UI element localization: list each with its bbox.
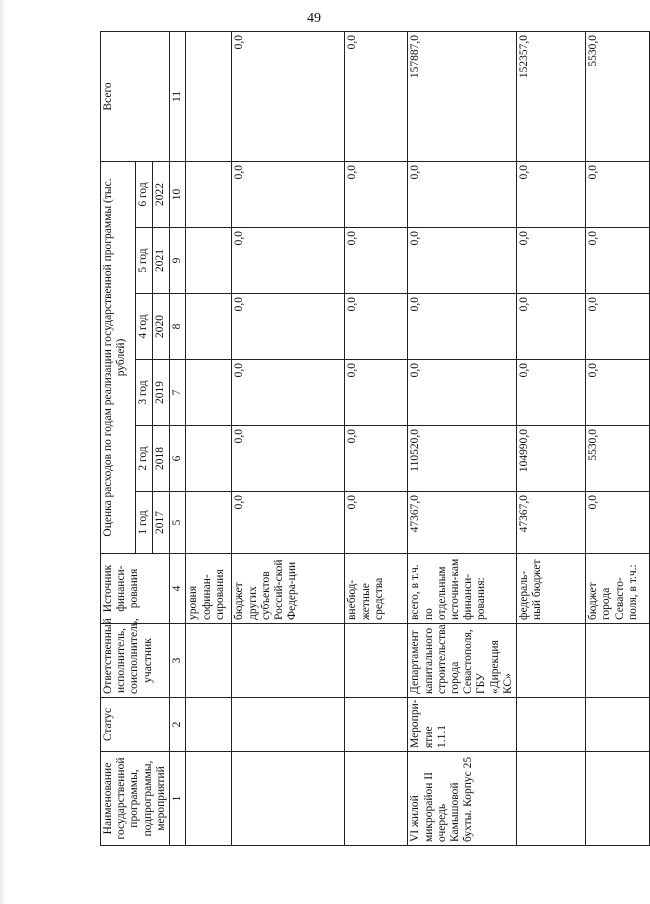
row-year-value-cell: 0,0 bbox=[345, 426, 408, 492]
column-number: 10 bbox=[170, 161, 186, 227]
scan-edge-shadow bbox=[0, 0, 6, 904]
row-year-value-cell: 0,0 bbox=[408, 360, 517, 426]
row-year-value-cell: 0,0 bbox=[345, 360, 408, 426]
row-year-value-cell: 0,0 bbox=[232, 492, 345, 554]
row-year-value-cell: 0,0 bbox=[517, 294, 586, 360]
row-name-cell: VI жилой микрорайон II очередь Камышовой бухты. Корпус 25 bbox=[408, 752, 517, 846]
header-source: Источник финанси-рования bbox=[101, 554, 170, 624]
row-total-cell: 0,0 bbox=[345, 31, 408, 161]
year-label-6: 6 год bbox=[135, 161, 152, 227]
row-year-value-cell: 0,0 bbox=[586, 228, 650, 294]
row-source-cell: бюджет города Севасто-поля, в т.ч.: bbox=[586, 554, 650, 624]
year-value-5: 2021 bbox=[152, 228, 169, 294]
year-label-5: 5 год bbox=[135, 228, 152, 294]
row-year-value-cell bbox=[186, 426, 232, 492]
row-year-value-cell: 0,0 bbox=[345, 294, 408, 360]
row-responsible-cell bbox=[586, 624, 650, 698]
column-number: 4 bbox=[170, 554, 186, 624]
year-label-4: 4 год bbox=[135, 294, 152, 360]
row-total-cell: 152357,0 bbox=[517, 31, 586, 161]
table-row bbox=[232, 31, 345, 845]
year-value-3: 2019 bbox=[152, 360, 169, 426]
table-row bbox=[186, 31, 232, 845]
table-body bbox=[101, 31, 650, 845]
row-name-cell bbox=[345, 752, 408, 846]
row-source-cell: федераль-ный бюджет bbox=[517, 554, 586, 624]
table-row bbox=[345, 31, 408, 845]
table-row bbox=[408, 31, 517, 845]
row-responsible-cell: Департамент капитального строительства города Севастополя, ГБУ «Дирекция КС» bbox=[408, 624, 517, 698]
row-status-cell bbox=[345, 698, 408, 752]
row-year-value-cell: 47367,0 bbox=[517, 492, 586, 554]
row-year-value-cell: 0,0 bbox=[586, 360, 650, 426]
row-year-value-cell: 104990,0 bbox=[517, 426, 586, 492]
row-responsible-cell bbox=[517, 624, 586, 698]
column-number: 6 bbox=[170, 426, 186, 492]
row-status-cell bbox=[232, 698, 345, 752]
row-year-value-cell bbox=[186, 161, 232, 227]
row-responsible-cell bbox=[186, 624, 232, 698]
row-year-value-cell: 0,0 bbox=[232, 426, 345, 492]
column-number: 8 bbox=[170, 294, 186, 360]
row-year-value-cell: 0,0 bbox=[232, 161, 345, 227]
table-row bbox=[517, 31, 586, 845]
column-number: 1 bbox=[170, 752, 186, 846]
row-year-value-cell bbox=[186, 492, 232, 554]
column-number: 5 bbox=[170, 492, 186, 554]
header-row-top bbox=[101, 31, 136, 845]
row-year-value-cell: 0,0 bbox=[408, 161, 517, 227]
row-year-value-cell: 0,0 bbox=[345, 161, 408, 227]
expenditure-table bbox=[100, 31, 650, 846]
row-year-value-cell: 0,0 bbox=[232, 228, 345, 294]
row-year-value-cell: 110520,0 bbox=[408, 426, 517, 492]
row-year-value-cell: 0,0 bbox=[345, 228, 408, 294]
row-status-cell: Меропри-ятие 1.1.1 bbox=[408, 698, 517, 752]
row-name-cell bbox=[232, 752, 345, 846]
row-source-cell: всего, в т.ч. по отдельным источни-кам финанси-рования: bbox=[408, 554, 517, 624]
row-year-value-cell: 0,0 bbox=[586, 294, 650, 360]
year-value-2: 2018 bbox=[152, 426, 169, 492]
row-total-cell: 0,0 bbox=[232, 31, 345, 161]
row-status-cell bbox=[517, 698, 586, 752]
year-value-1: 2017 bbox=[152, 492, 169, 554]
row-year-value-cell: 5530,0 bbox=[586, 426, 650, 492]
table-row bbox=[586, 31, 650, 845]
year-value-6: 2022 bbox=[152, 161, 169, 227]
page-number: 49 bbox=[307, 11, 321, 26]
row-name-cell bbox=[186, 752, 232, 846]
row-responsible-cell bbox=[232, 624, 345, 698]
header-name: Наименование государственной программы, подпрограммы, мероприятий bbox=[101, 752, 170, 846]
row-responsible-cell bbox=[345, 624, 408, 698]
row-year-value-cell bbox=[186, 360, 232, 426]
column-number: 9 bbox=[170, 228, 186, 294]
row-name-cell bbox=[586, 752, 650, 846]
row-year-value-cell: 0,0 bbox=[345, 492, 408, 554]
row-total-cell: 5530,0 bbox=[586, 31, 650, 161]
column-number: 2 bbox=[170, 698, 186, 752]
column-number: 7 bbox=[170, 360, 186, 426]
row-year-value-cell: 0,0 bbox=[232, 294, 345, 360]
row-year-value-cell: 47367,0 bbox=[408, 492, 517, 554]
header-total: Всего bbox=[101, 31, 170, 161]
row-source-cell: уровня софинан-сирования bbox=[186, 554, 232, 624]
row-year-value-cell: 0,0 bbox=[232, 360, 345, 426]
row-year-value-cell bbox=[186, 228, 232, 294]
row-total-cell: 157887,0 bbox=[408, 31, 517, 161]
row-status-cell bbox=[186, 698, 232, 752]
row-status-cell bbox=[586, 698, 650, 752]
row-source-cell: бюджет других субъектов Россий-ской Федера-ции bbox=[232, 554, 345, 624]
column-number: 3 bbox=[170, 624, 186, 698]
header-responsible: Ответственный исполнитель, соисполнитель, участник bbox=[101, 624, 170, 698]
header-status: Статус bbox=[101, 698, 170, 752]
row-total-cell bbox=[186, 31, 232, 161]
column-numbers-row bbox=[170, 31, 186, 845]
row-year-value-cell: 0,0 bbox=[586, 492, 650, 554]
year-label-3: 3 год bbox=[135, 360, 152, 426]
row-year-value-cell: 0,0 bbox=[517, 161, 586, 227]
year-label-2: 2 год bbox=[135, 426, 152, 492]
header-estimate: Оценка расходов по годам реализации государственной программы (тыс. рублей) bbox=[101, 161, 136, 553]
row-year-value-cell: 0,0 bbox=[586, 161, 650, 227]
row-year-value-cell: 0,0 bbox=[408, 294, 517, 360]
column-number: 11 bbox=[170, 31, 186, 161]
year-value-4: 2020 bbox=[152, 294, 169, 360]
rotated-table-container bbox=[100, 32, 639, 846]
row-year-value-cell: 0,0 bbox=[408, 228, 517, 294]
row-year-value-cell bbox=[186, 294, 232, 360]
row-year-value-cell: 0,0 bbox=[517, 360, 586, 426]
row-name-cell bbox=[517, 752, 586, 846]
year-label-1: 1 год bbox=[135, 492, 152, 554]
row-source-cell: внебюд-жетные средства bbox=[345, 554, 408, 624]
row-year-value-cell: 0,0 bbox=[517, 228, 586, 294]
